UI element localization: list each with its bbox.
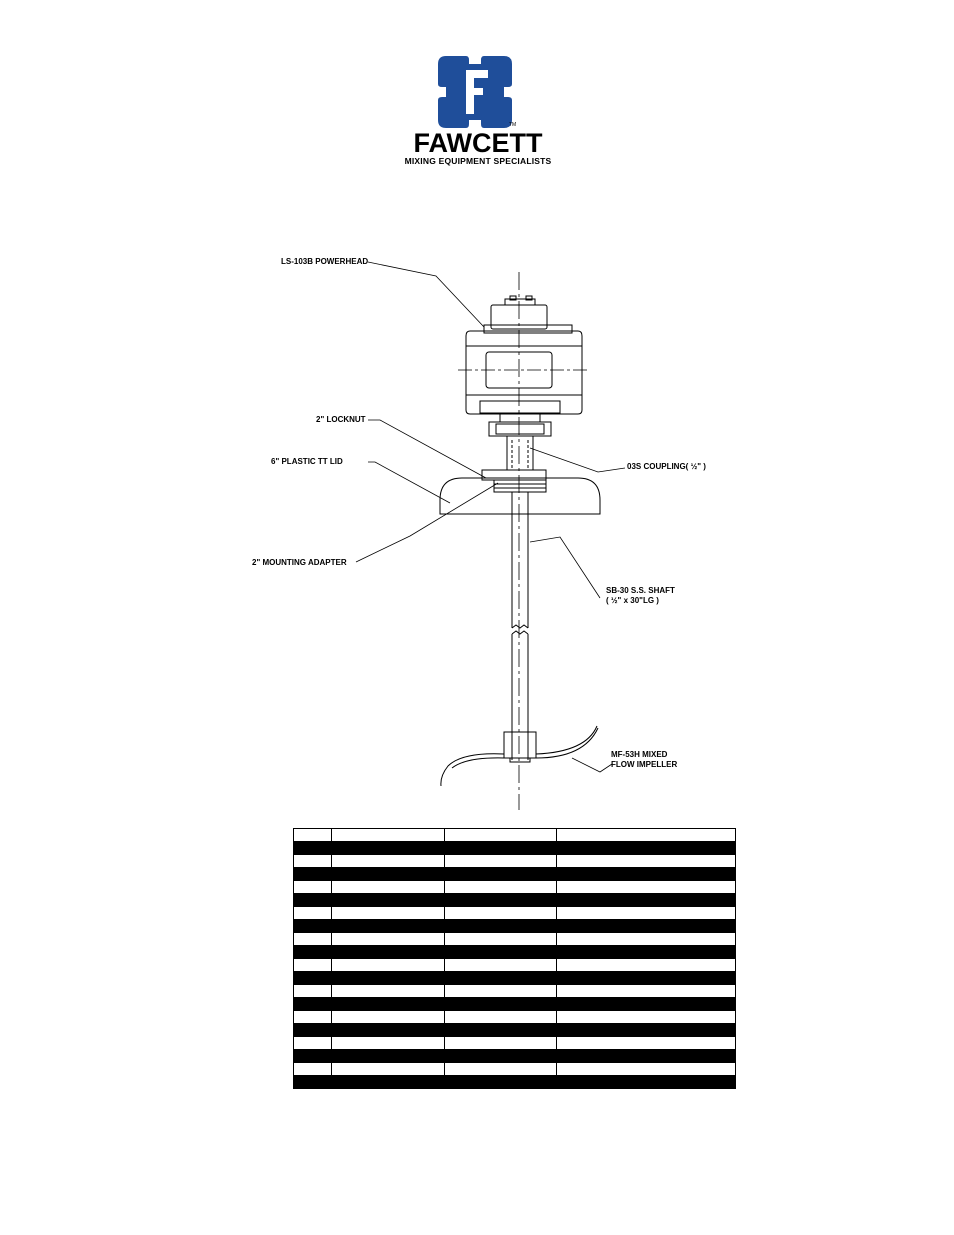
shaft	[512, 492, 528, 760]
table-row	[294, 894, 736, 907]
table-row	[294, 959, 736, 972]
table-row	[294, 829, 736, 842]
table-row	[294, 1024, 736, 1037]
table-row	[294, 972, 736, 985]
table-row	[294, 842, 736, 855]
table-row	[294, 985, 736, 998]
label-shaft-line2: ( ½" x 30"LG )	[606, 596, 659, 605]
table-row	[294, 868, 736, 881]
table-row	[294, 920, 736, 933]
trademark-mark: TM	[509, 122, 517, 128]
table-row	[294, 1063, 736, 1076]
coupling	[507, 436, 533, 470]
label-impeller	[611, 750, 677, 770]
logo-tagline: MIXING EQUIPMENT SPECIALISTS	[404, 156, 552, 166]
table-row	[294, 933, 736, 946]
table-row	[294, 1011, 736, 1024]
impeller	[441, 726, 598, 786]
label-locknut: 2" LOCKNUT	[316, 415, 366, 424]
table-row	[294, 946, 736, 959]
table-row	[294, 998, 736, 1011]
table-row	[294, 881, 736, 894]
plastic-lid	[440, 478, 600, 514]
locknut-and-adapter	[482, 470, 546, 492]
label-impeller-line1: MF-53H MIXED	[611, 750, 668, 759]
label-impeller-line2: FLOW IMPELLER	[611, 760, 678, 769]
table-row	[294, 855, 736, 868]
label-powerhead: LS-103B POWERHEAD	[281, 257, 369, 266]
label-mounting-adapter: 2" MOUNTING ADAPTER	[252, 558, 347, 567]
powerhead	[458, 296, 590, 436]
label-coupling: 03S COUPLING( ½" )	[627, 462, 706, 471]
table-row	[294, 1050, 736, 1063]
leader-lines	[356, 262, 625, 772]
label-shaft-line1: SB-30 S.S. SHAFT	[606, 586, 675, 595]
parts-table	[293, 828, 736, 1089]
label-plastic-lid: 6" PLASTIC TT LID	[271, 457, 343, 466]
logo-company-name: FAWCETT	[413, 128, 543, 158]
table-row	[294, 1037, 736, 1050]
table-row	[294, 907, 736, 920]
table-row	[294, 1076, 736, 1089]
label-shaft	[606, 586, 675, 606]
